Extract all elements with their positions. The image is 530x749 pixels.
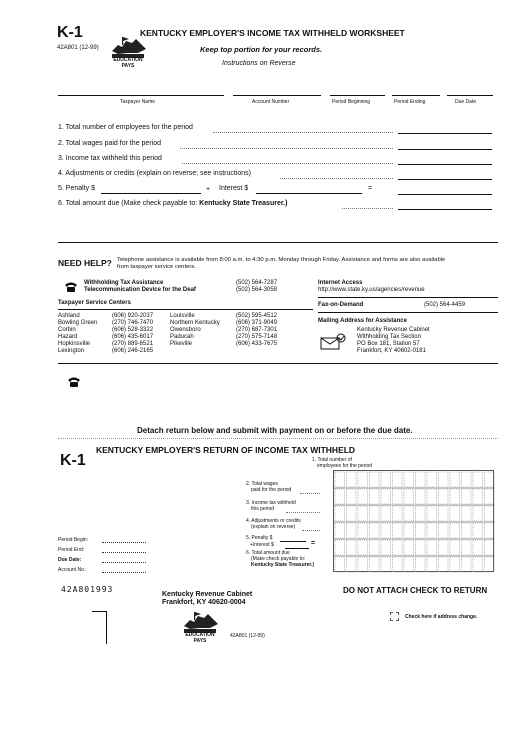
due-date-line[interactable]: [447, 95, 493, 96]
account-number-line[interactable]: [233, 95, 321, 96]
detach-line: [58, 438, 498, 439]
return-line-3-a: 3. Income tax withheld: [246, 500, 296, 506]
worksheet-line-1: 1. Total number of employees for the period: [58, 124, 193, 131]
return-line-5a: 5. Penalty $: [246, 535, 273, 541]
amount-grid-svg: [334, 471, 495, 573]
return-line-3: [246, 500, 296, 512]
worksheet-line-2: 2. Total wages paid for the period: [58, 140, 161, 147]
form-number: 42A801 (12-99): [57, 45, 99, 51]
return-line-4: [246, 518, 301, 530]
account-no-label: Account No.:: [58, 567, 87, 573]
return-line-6-a: 6. Total amount due: [246, 550, 290, 556]
education-pays-emblem: [108, 35, 148, 69]
col-due-date: Due Date: [455, 99, 477, 105]
internet-url[interactable]: http://www.state.ky.us/agencies/revenue: [318, 287, 425, 293]
withholding-label: Withholding Tax Assistance: [84, 280, 164, 286]
center-city: Paducah: [170, 334, 194, 340]
internet-heading: Internet Access: [318, 280, 363, 286]
cabinet-name: Kentucky Revenue Cabinet: [162, 591, 253, 598]
detach-instruction: Detach return below and submit with payment on or before the due date.: [137, 426, 413, 435]
top-divider: [58, 242, 498, 243]
telephone-icon: [67, 375, 81, 393]
interest-label: Interest $: [219, 185, 249, 192]
equals-sign: =: [368, 185, 373, 192]
due-date-label: Due Date:: [58, 557, 82, 563]
center-city: Hazard: [58, 334, 78, 340]
taxpayer-name-line[interactable]: [58, 95, 224, 96]
return-line-1-a: 1. Total number of: [312, 457, 352, 463]
return-penalty-entry[interactable]: [280, 541, 306, 542]
line-5-entry[interactable]: [398, 194, 492, 195]
return-line-4-b: (explain on reverse): [251, 524, 296, 530]
return-line-2-a: 2. Total wages: [246, 481, 278, 487]
center-city: Northern Kentucky: [170, 320, 220, 326]
return-interest-entry[interactable]: [285, 548, 309, 549]
tdd-label: Telecommunication Device for the Deaf: [84, 287, 196, 293]
mailing-line: Withholding Tax Section: [357, 334, 421, 340]
center-city: Louisville: [170, 313, 195, 319]
return-line-5b: +Interest $: [250, 542, 274, 548]
cabinet-city: Frankfort, KY 40620-0004: [162, 599, 246, 606]
keep-note: Keep top portion for your records.: [200, 45, 323, 54]
center-city: Corbin: [58, 327, 76, 333]
line-3-entry[interactable]: [398, 164, 492, 165]
center-city: Ashland: [58, 313, 80, 319]
centers-heading: Taxpayer Service Centers: [58, 300, 131, 306]
center-phone: (270) 575-7148: [236, 334, 278, 340]
withholding-phone: (502) 564-7287: [236, 280, 278, 286]
period-end-entry[interactable]: [102, 552, 146, 553]
center-phone: (606) 433-7675: [236, 341, 278, 347]
center-phone: (270) 687-7301: [236, 327, 278, 333]
worksheet-title: KENTUCKY EMPLOYER'S INCOME TAX WITHHELD WORKSHEET: [140, 28, 405, 38]
col-period-ending: Period Ending: [394, 99, 426, 105]
center-city: Owensboro: [170, 327, 201, 333]
col-period-beginning: Period Beginning: [332, 99, 371, 105]
period-beginning-line[interactable]: [330, 95, 385, 96]
worksheet-line-6: [58, 200, 287, 208]
line-6-entry[interactable]: [398, 209, 492, 210]
address-change-label: Check here if address change.: [405, 614, 478, 620]
emblem-text: EDUCATION PAYS: [113, 57, 143, 69]
due-date-entry[interactable]: [102, 562, 146, 563]
return-line-5-equals: =: [311, 540, 316, 547]
return-line-6: [246, 550, 314, 568]
penalty-plus: +: [206, 186, 211, 193]
return-title: KENTUCKY EMPLOYER'S RETURN OF INCOME TAX WITHHELD: [96, 445, 356, 455]
help-text-1: Telephone assistance is available from 8:00 a.m. to 4:30 p.m. Monday through Friday. Assistance and forms are also available: [117, 257, 446, 263]
col-taxpayer-name: Taxpayer Name: [120, 99, 156, 105]
period-ending-line[interactable]: [392, 95, 440, 96]
emblem-text: EDUCATION PAYS: [185, 632, 215, 644]
period-begin-label: Period Begin:: [58, 537, 89, 543]
return-line-1: [312, 457, 372, 469]
return-form-number: 42A801 (12-99): [230, 633, 265, 639]
return-line-2-b: paid for the period: [251, 487, 292, 493]
return-form-code: K-1: [60, 452, 86, 469]
period-end-label: Period End:: [58, 547, 85, 553]
interest-entry[interactable]: [256, 193, 362, 194]
line-6-label: 6. Total amount due (Make check payable to:: [58, 200, 198, 207]
center-phone: (270) 746-7470: [112, 320, 154, 326]
center-city: Pikeville: [170, 341, 193, 347]
account-no-entry[interactable]: [102, 572, 146, 573]
center-city: Lexington: [58, 348, 85, 354]
center-phone: (502) 595-4512: [236, 313, 278, 319]
line-1-entry[interactable]: [398, 133, 492, 134]
mailing-line: PO Box 181, Station 57: [357, 341, 420, 347]
ocr-code: 42A801993: [61, 585, 114, 594]
mail-icon: [320, 333, 346, 356]
return-line-6-c: Kentucky State Treasurer.): [251, 562, 315, 568]
form-code: K-1: [57, 24, 83, 41]
return-line-6-b: (Make check payable to:: [251, 556, 306, 562]
return-line-1-b: employees for the period: [317, 463, 373, 469]
fax-phone: (502) 564-4459: [424, 302, 466, 308]
line-4-entry[interactable]: [398, 179, 492, 180]
return-line-4-a: 4. Adjustments or credits: [246, 518, 301, 524]
penalty-entry[interactable]: [101, 193, 201, 194]
worksheet-line-3: 3. Income tax withheld this period: [58, 155, 162, 162]
payable-to: Kentucky State Treasurer.): [199, 200, 288, 207]
instructions-note: Instructions on Reverse: [222, 60, 296, 67]
corner-mark: [92, 611, 107, 644]
tdd-phone: (502) 564-3058: [236, 287, 278, 293]
center-phone: (606) 371-9049: [236, 320, 278, 326]
center-phone: (606) 435-6017: [112, 334, 154, 340]
center-phone: (270) 889-6521: [112, 341, 154, 347]
center-phone: (606) 920-2037: [112, 313, 154, 319]
fax-label: Fax-on-Demand: [318, 302, 364, 308]
education-pays-emblem: [180, 610, 220, 644]
address-change-checkbox[interactable]: [390, 612, 399, 621]
line-2-entry[interactable]: [398, 149, 492, 150]
mailing-line: Kentucky Revenue Cabinet: [357, 327, 430, 333]
return-line-2: [246, 481, 291, 493]
center-city: Bowling Green: [58, 320, 98, 326]
help-text-2: from taxpayer service centers.: [117, 264, 196, 270]
mailing-line: Frankfort, KY 40602-0181: [357, 348, 426, 354]
need-help-heading: NEED HELP?: [58, 258, 112, 268]
worksheet-line-5: 5. Penalty $: [58, 185, 95, 192]
amount-entry-grid[interactable]: [333, 470, 494, 572]
center-phone: (606) 528-3322: [112, 327, 154, 333]
worksheet-line-4: 4. Adjustments or credits (explain on reverse; see instructions): [58, 170, 251, 177]
center-city: Hopkinsville: [58, 341, 91, 347]
center-phone: (606) 246-2165: [112, 348, 154, 354]
no-attach-notice: DO NOT ATTACH CHECK TO RETURN: [343, 586, 488, 595]
col-account-number: Account Number: [252, 99, 290, 105]
period-begin-entry[interactable]: [102, 542, 146, 543]
telephone-icon: [64, 280, 78, 298]
mailing-heading: Mailing Address for Assistance: [318, 318, 407, 324]
return-line-3-b: this period: [251, 506, 275, 512]
